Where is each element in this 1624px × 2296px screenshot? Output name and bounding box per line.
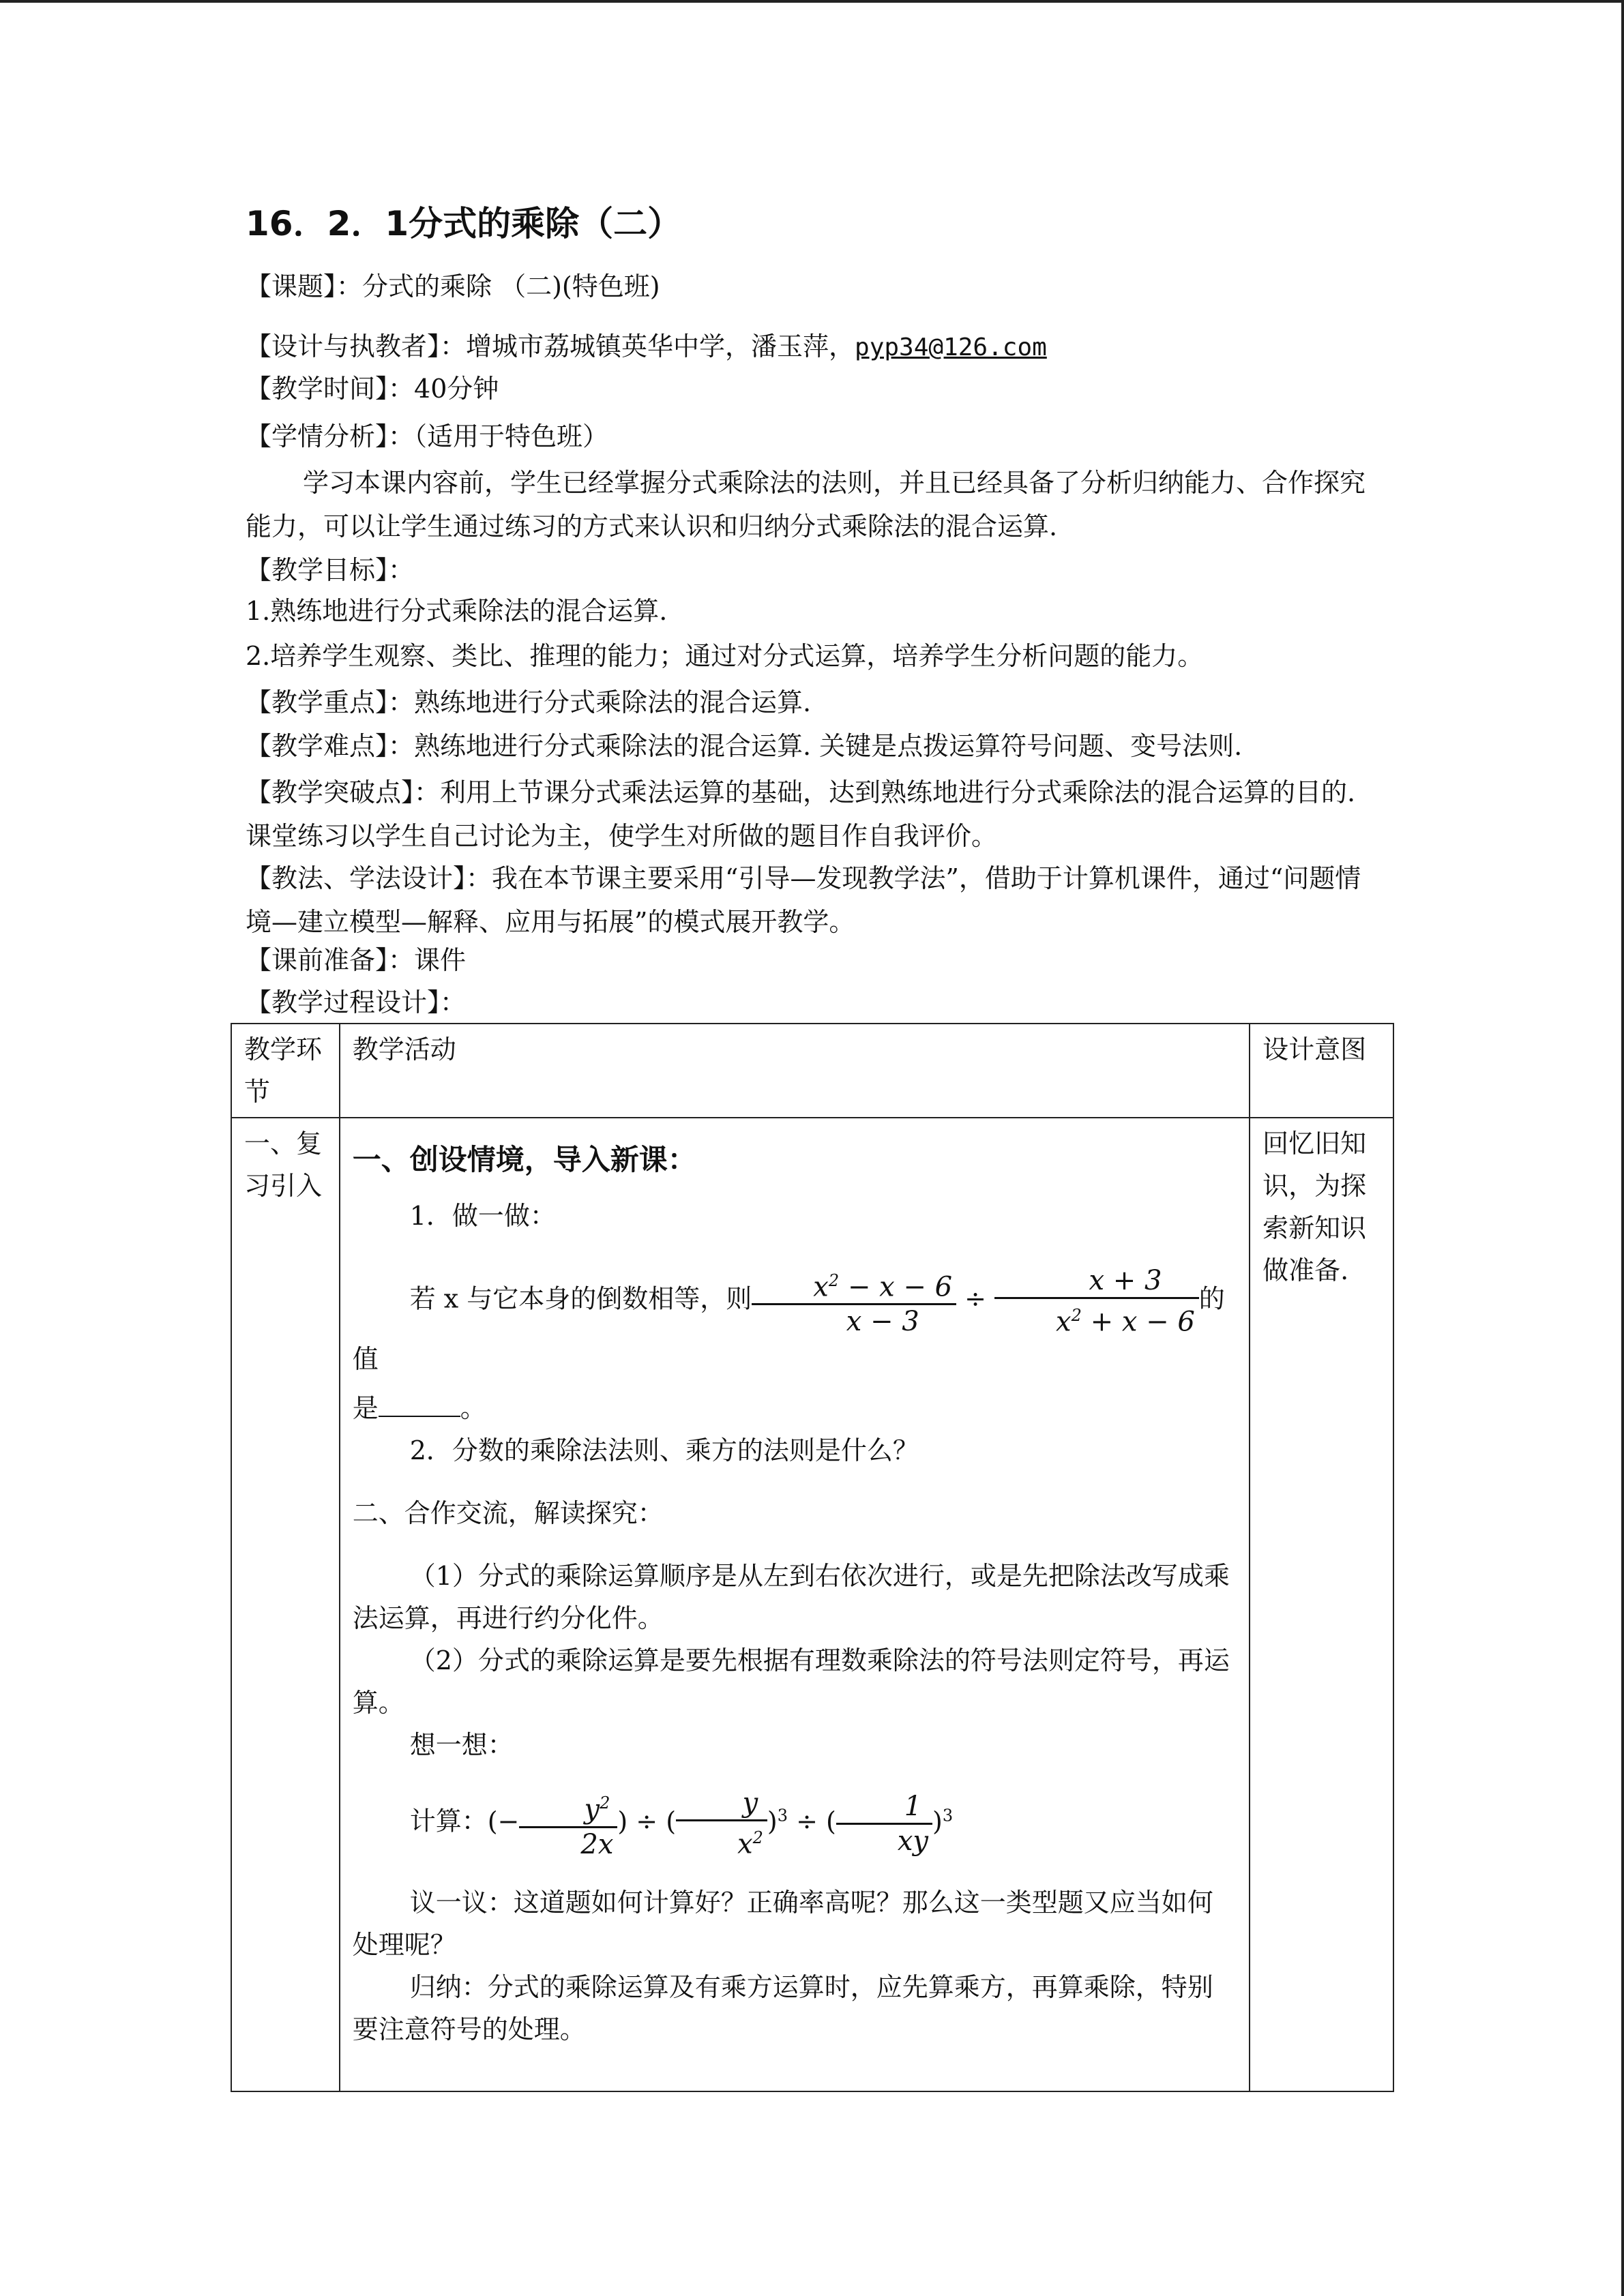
- fraction-1: $\frac{x^2 - x - 6}{x - 3}$: [752, 1264, 956, 1338]
- calc-label: 计算：: [409, 1806, 488, 1836]
- method-label: 【教法、学法设计】：: [246, 863, 492, 893]
- breakthrough-label: 【教学突破点】：: [246, 777, 441, 807]
- question-suffix: 的值: [352, 1283, 1225, 1375]
- prep-value: 课件: [414, 945, 467, 975]
- table-row: [231, 1118, 1393, 2091]
- rule-1: （1）分式的乘除运算顺序是从左到右依次进行，或是先把除法改写成乘法运算，再进行约分化件。: [352, 1561, 1230, 1634]
- prep-line: [246, 945, 466, 976]
- page-title: 16．2．1分式的乘除（二）: [246, 204, 682, 243]
- method-para: [246, 856, 1371, 944]
- topic-label: 【课题】：: [246, 271, 363, 301]
- calc-expression: (− $\frac{y^2}{2x}$ ) ÷ ( $\frac{y}{x^2}$ )$^3$ ÷ ( $\frac{1}{xy}$ )$^3$: [487, 1787, 954, 1860]
- process-label: 【教学过程设计】：: [246, 987, 467, 1017]
- topic-value: 分式的乘除 （二)(特色班): [362, 271, 660, 301]
- header-stage: 教学环节: [231, 1024, 340, 1118]
- goal-2: 2.培养学生观察、类比、推理的能力；通过对分式运算，培养学生分析问题的能力。: [246, 641, 1204, 671]
- answer-blank[interactable]: [379, 1391, 460, 1417]
- topic-line: [246, 271, 660, 303]
- time-label: 【教学时间】：: [246, 374, 415, 404]
- calc-line: [353, 1787, 1237, 1860]
- summary-text: 归纳：分式的乘除运算及有乘方运算时，应先算乘方，再算乘除，特别要注意符号的处理。: [352, 1971, 1213, 2044]
- activity-heading: 一、创设情境，导入新课：: [352, 1143, 696, 1176]
- intent-text: 回忆旧知识，为探索新知识做准备.: [1263, 1129, 1367, 1285]
- time-value: 40分钟: [414, 374, 499, 404]
- designer-line: [246, 331, 1047, 363]
- breakthrough-para: [246, 771, 1371, 858]
- difficulty-label: 【教学难点】：: [246, 731, 415, 761]
- discuss-text: 议一议：这道题如何计算好？正确率高呢？那么这一类型题又应当如何处理呢？: [352, 1887, 1213, 1960]
- goal-1: 1.熟练地进行分式乘除法的混合运算.: [246, 596, 668, 626]
- question-prefix: 若 x 与它本身的倒数相等，则: [409, 1283, 752, 1314]
- intent-cell: [1250, 1118, 1393, 2091]
- designer-value: 增城市荔城镇英华中学，潘玉萍，: [466, 331, 855, 361]
- think-label: 想一想：: [409, 1730, 514, 1761]
- difficulty-value: 熟练地进行分式乘除法的混合运算. 关键是点拨运算符号问题、变号法则.: [414, 731, 1243, 761]
- table-header-row: [231, 1024, 1393, 1118]
- question-tail: [353, 1387, 1237, 1429]
- analysis-value: （适用于特色班）: [414, 421, 609, 451]
- item-1: 1．做一做：: [409, 1201, 556, 1231]
- question-line: 若 x 与它本身的倒数相等，则 $\frac{x^2 - x - 6}{x - 3}$ ÷ $\frac{x + 3}{x^2 + x - 6}$ 的值: [352, 1265, 1225, 1375]
- method-value: 我在本节课主要采用“引导—发现教学法”，借助于计算机课件，通过“问题情境—建立模型—解释、应用与拓展”的模式展开教学。: [246, 863, 1361, 937]
- breakthrough-value: 利用上节课分式乘法运算的基础，达到熟练地进行分式乘除法的混合运算的目的.课堂练习以学生自己讨论为主，使学生对所做的题目作自我评价。: [246, 777, 1356, 851]
- question-tail-suffix: 。: [460, 1393, 486, 1424]
- designer-label: 【设计与执教者】：: [246, 331, 467, 361]
- header-activity: 教学活动: [340, 1024, 1250, 1118]
- item-2: 2．分数的乘除法法则、乘方的法则是什么？: [409, 1435, 919, 1466]
- fraction-2: $\frac{x + 3}{x^2 + x - 6}$: [994, 1264, 1199, 1338]
- difficulty-line: [246, 731, 1242, 762]
- rule-2: （2）分式的乘除运算是要先根据有理数乘除法的符号法则定符号，再运算。: [352, 1645, 1230, 1718]
- analysis-label: 【学情分析】：: [246, 421, 415, 451]
- key-line: [246, 687, 811, 719]
- header-intent: 设计意图: [1250, 1024, 1393, 1118]
- question-tail-prefix: 是: [352, 1393, 379, 1424]
- goals-label: 【教学目标】：: [246, 555, 415, 585]
- prep-label: 【课前准备】：: [246, 945, 415, 975]
- analysis-text: 学习本课内容前，学生已经掌握分式乘除法的法则，并且已经具备了分析归纳能力、合作探究能力，可以让学生通过练习的方式来认识和归纳分式乘除法的混合运算.: [246, 468, 1366, 541]
- stage-cell: 一、复习引入: [231, 1118, 340, 2091]
- activity-cell: [340, 1118, 1250, 2091]
- key-value: 熟练地进行分式乘除法的混合运算.: [414, 687, 812, 717]
- section-2-heading: 二、合作交流，解读探究：: [352, 1498, 664, 1529]
- lesson-table: [231, 1023, 1394, 2092]
- time-line: [246, 374, 499, 405]
- analysis-line: [246, 421, 608, 453]
- key-label: 【教学重点】：: [246, 687, 415, 717]
- designer-email-link[interactable]: pyp34@126.com: [855, 333, 1047, 361]
